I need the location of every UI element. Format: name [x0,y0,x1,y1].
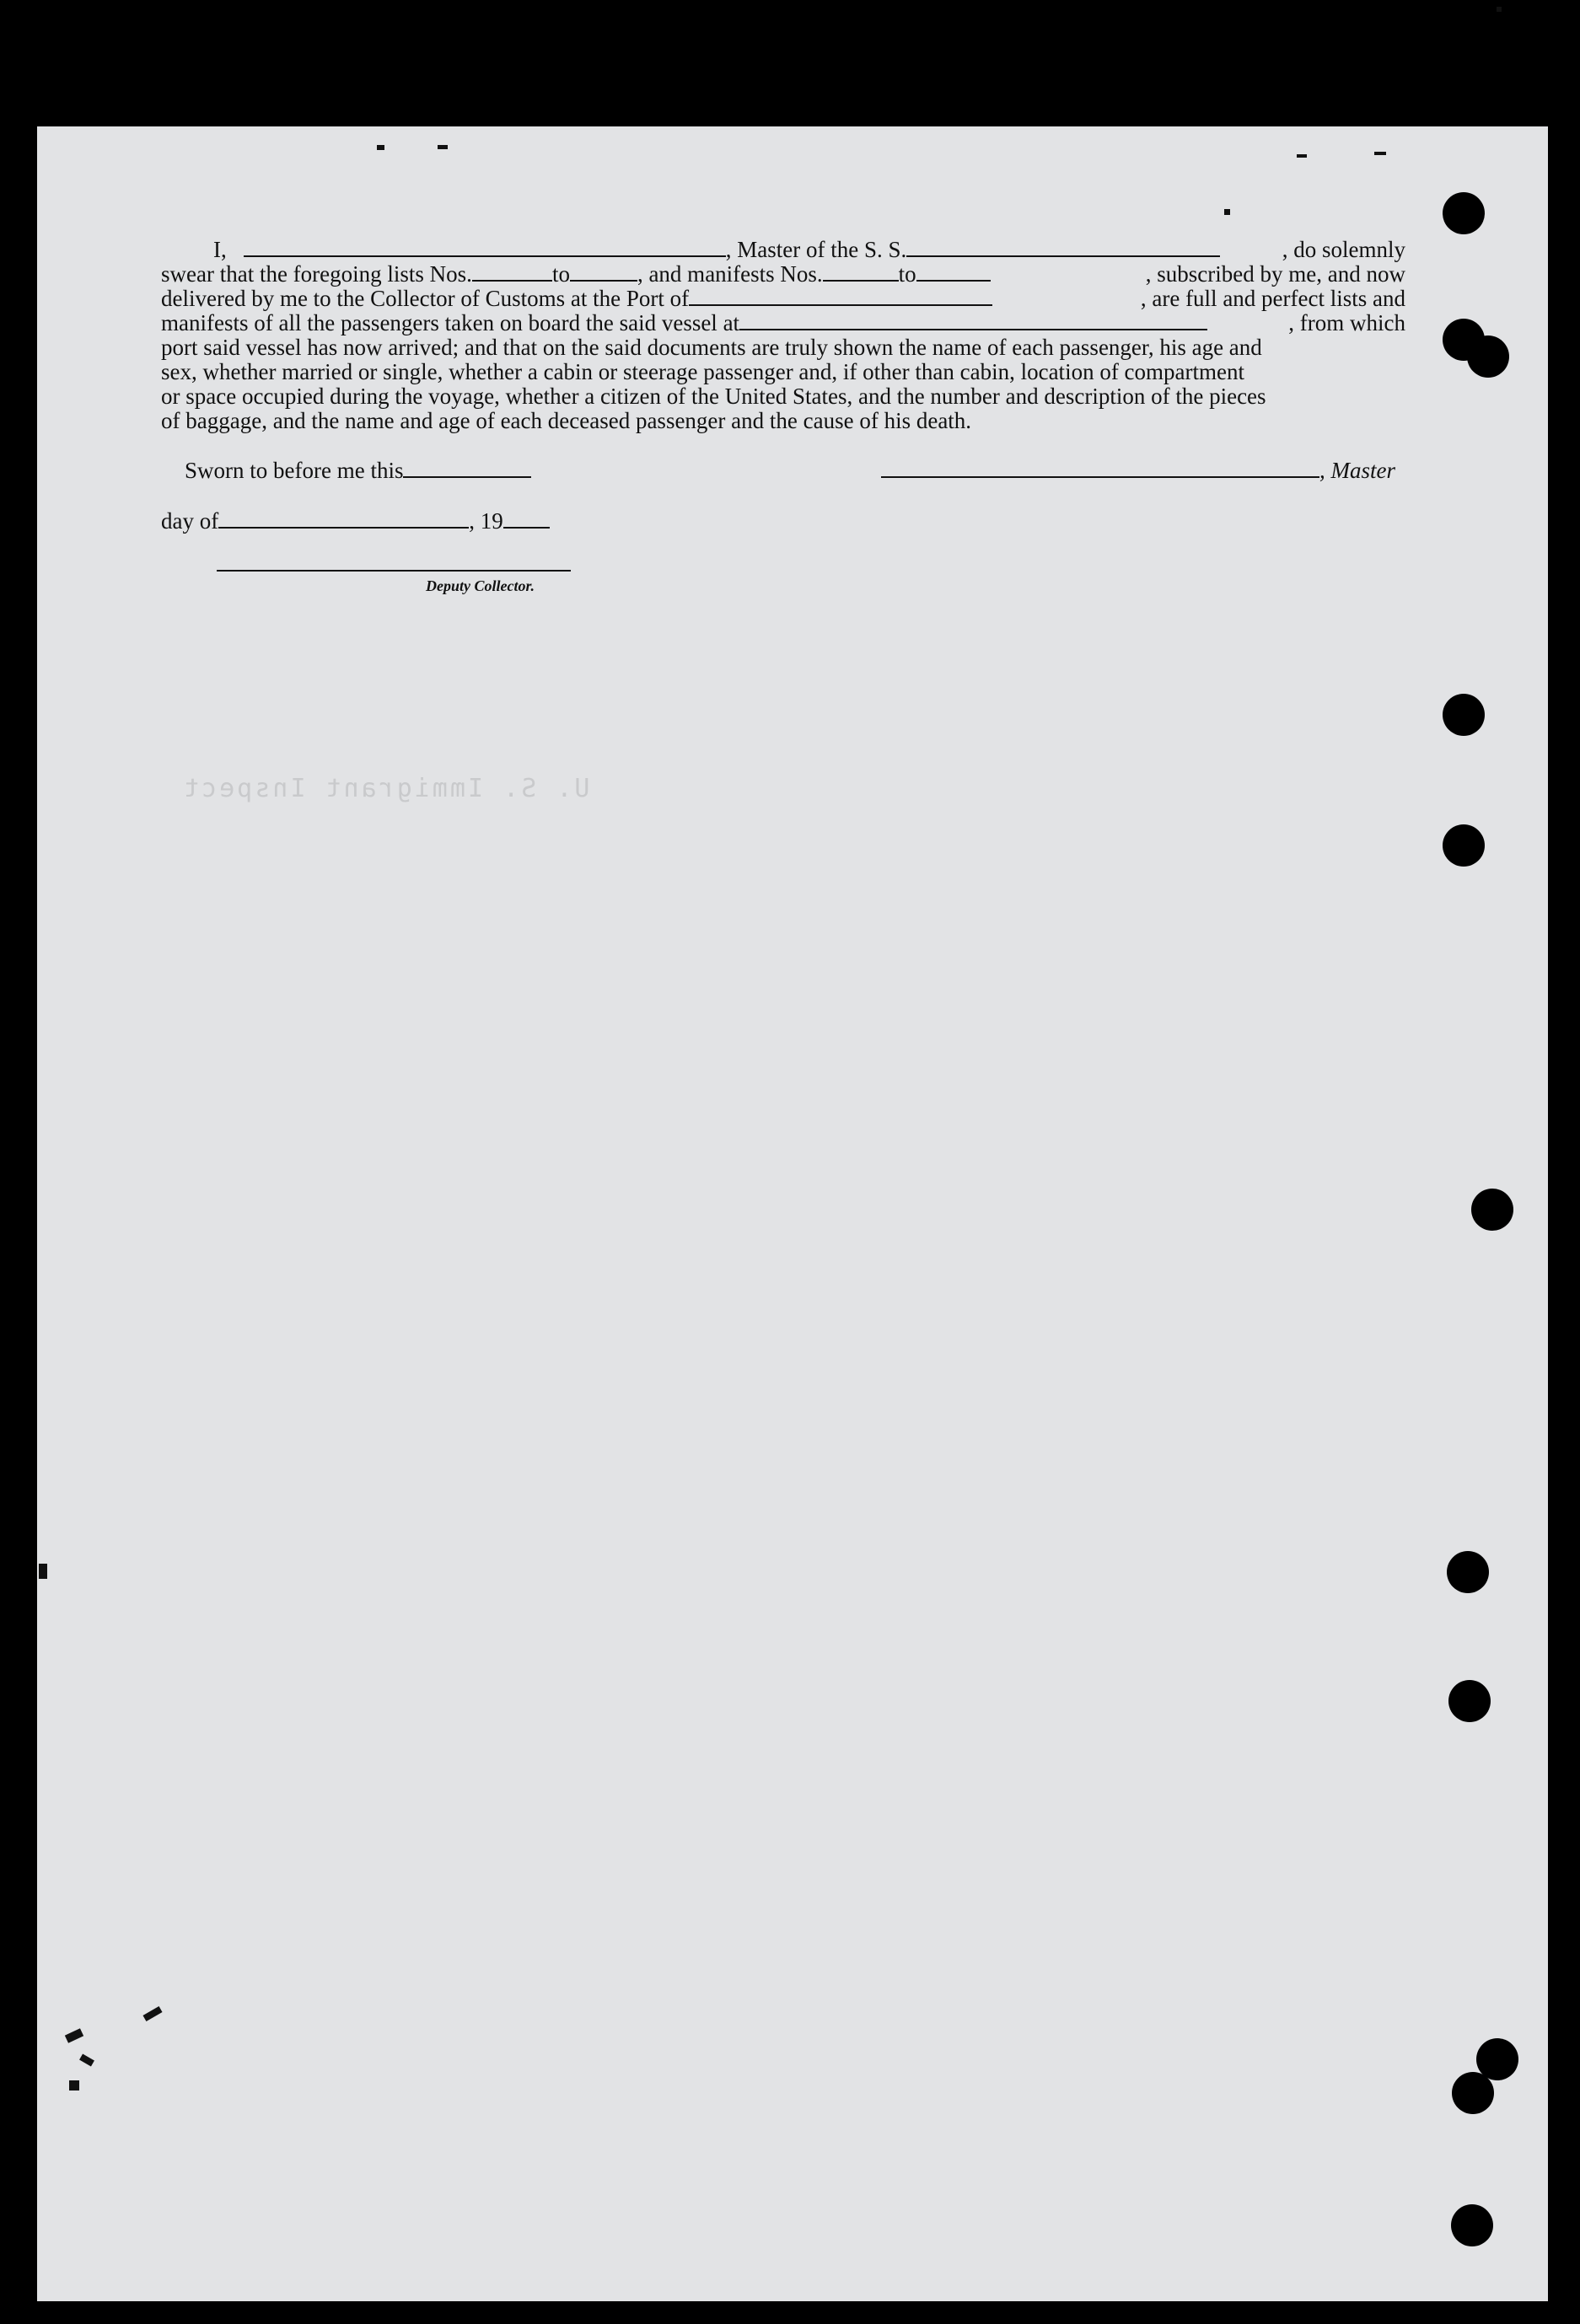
oath-text: port said vessel has now arrived; and that on the said documents are truly shown the name of each passenger, his age and [161,335,1262,360]
day-month-field[interactable] [218,512,469,529]
binder-hole [1443,824,1485,867]
list-to-field[interactable] [570,265,637,282]
oath-line-4 [161,311,1405,335]
day-line [161,508,550,534]
year-label: , 19 [469,508,503,534]
binder-hole [1471,1189,1513,1231]
binder-hole [1443,694,1485,736]
scan-speck [1224,209,1230,215]
sworn-line [185,458,531,484]
binder-hole [1452,2072,1494,2114]
binder-hole [1448,1680,1491,1722]
deputy-collector-label: Deputy Collector. [426,577,535,594]
sworn-date-field[interactable] [403,461,531,478]
oath-text: or space occupied during the voyage, whether a citizen of the United States, and the number and description of the pieces [161,384,1266,409]
oath-line-8 [161,409,1405,433]
master-signature-line [881,458,1395,484]
manifest-from-field[interactable] [823,265,899,282]
paper-sheet [37,126,1548,2301]
deputy-signature-rule[interactable] [217,570,571,572]
day-label: day of [161,508,219,534]
oath-line-1 [161,238,1405,262]
scan-speck [1374,152,1386,155]
bleed-through-stamp: U. S. Immigrant Inspect [181,774,590,803]
port-field[interactable] [689,289,992,306]
scan-speck [377,145,384,150]
oath-text: manifests of all the passengers taken on board the said vessel at [161,310,740,335]
list-from-field[interactable] [472,265,552,282]
master-signature-field[interactable] [881,461,1319,478]
scan-speck [69,2080,79,2091]
scan-speck [39,1564,47,1579]
scan-speck [1497,7,1502,12]
oath-text: , and manifests Nos. [637,261,823,287]
binder-hole [1443,192,1485,234]
manifest-to-field[interactable] [916,265,991,282]
oath-line-3 [161,287,1405,311]
binder-hole [1447,1551,1489,1593]
oath-text: , do solemnly [1282,237,1405,262]
binder-hole [1451,2204,1493,2246]
oath-text: of baggage, and the name and age of each deceased passenger and the cause of his death. [161,408,972,433]
departure-port-field[interactable] [739,314,1207,330]
year-field[interactable] [503,512,550,529]
oath-line-6 [161,360,1405,384]
oath-line-2 [161,262,1405,287]
binder-hole [1467,335,1509,378]
oath-line-5 [161,335,1405,360]
oath-text: , Master of the S. S. [725,237,907,262]
oath-text: to [898,261,916,287]
master-label: , Master [1319,458,1395,483]
master-name-field[interactable] [244,240,726,257]
oath-text: , subscribed by me, and now [1145,261,1405,287]
oath-text: I, [213,237,227,262]
oath-text: , from which [1288,310,1405,335]
oath-text: delivered by me to the Collector of Customs at the Port of [161,286,690,311]
ship-name-field[interactable] [906,240,1220,257]
oath-text: to [551,261,570,287]
oath-line-7 [161,384,1405,409]
oath-text: sex, whether married or single, whether a cabin or steerage passenger and, if other than cabin, location of compartment [161,359,1245,384]
sworn-label: Sworn to before me this [185,458,404,483]
oath-paragraph [161,238,1405,433]
oath-text: swear that the foregoing lists Nos. [161,261,472,287]
oath-text: , are full and perfect lists and [1140,286,1405,311]
scan-speck [438,145,448,149]
scan-speck [1297,154,1307,158]
